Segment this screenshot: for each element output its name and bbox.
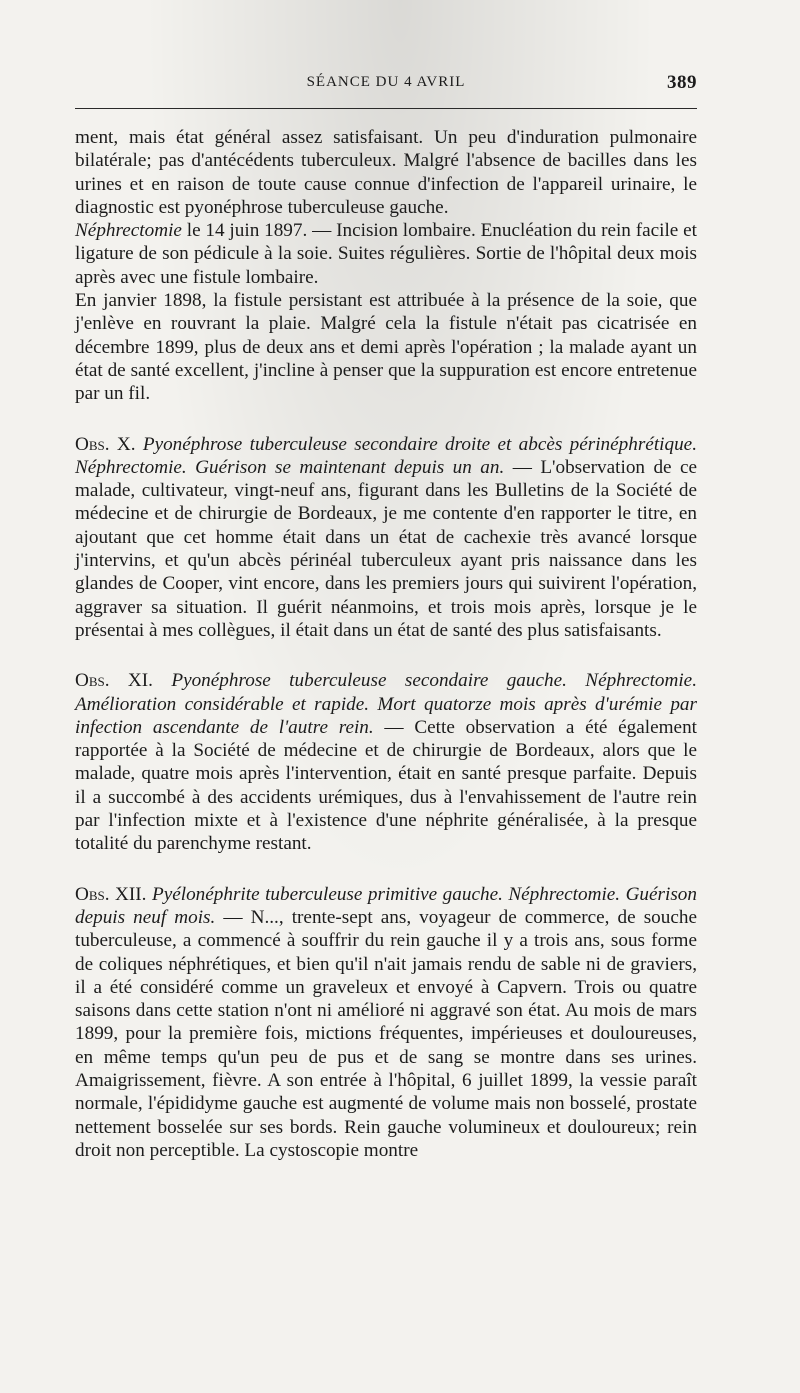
observation-title: Pyonéphrose tuberculeuse secondaire gauche. Néphrectomie. Amélioration considérable et rapide. Mort quatorze mois après d'urémie par infection ascendante de l'autre rein. [75,670,697,738]
body-text [75,126,697,1162]
observation-text: — N..., trente-sept ans, voyageur de commerce, de souche tuberculeuse, a commencé à souffrir du rein gauche il y a trois ans, sous forme de coliques néphrétiques, et bien qu'il n'ait jamais rendu de sable ni de graviers, il a été considéré comme un graveleux et envoyé à Capvern. Trois ou quatre saisons dans cette station n'ont ni amélioré ni aggravé son état. Au mois de mars 1899, pour la première fois, mictions fréquentes, impérieuses et douloureuses, en même temps qu'un peu de pus et de sang se montre dans ses urines. Amaigrissement, fièvre. A son entrée à l'hôpital, 6 juillet 1899, la vessie paraît normale, l'épididyme gauche est augmenté de volume mais non bosselé, prostate nettement bosselée sur ses bords. Rein gauche volumineux et douloureux; rein droit non perceptible. La cystoscopie montre [75,906,697,1161]
observation-label: Obs. XI. [75,670,153,692]
paragraph [75,219,697,289]
observation-title: Pyonéphrose tuberculeuse secondaire droite et abcès périnéphrétique. Néphrectomie. Guérison se maintenant depuis un an. [75,433,697,478]
section-gap [75,642,697,669]
paragraph [75,289,697,405]
observation-paragraph [75,883,697,1163]
paragraph-lead-italic: Néphrectomie [75,220,182,242]
header-rule [75,108,697,109]
paragraph-text: ment, mais état général assez satisfaisant. Un peu d'induration pulmonaire bilatérale; pas d'antécédents tuberculeux. Malgré l'absence de bacilles dans les urines et en raison de toute cause connue d'infection de l'appareil urinaire, le diagnostic est pyonéphrose tuberculeuse gauche. [75,127,697,218]
section-gap [75,856,697,883]
observation-title: Pyélonéphrite tuberculeuse primitive gauche. Néphrectomie. Guérison depuis neuf mois. [75,883,697,928]
observation-paragraph [75,669,697,855]
observation-text: — Cette observation a été également rapportée à la Société de médecine et de chirurgie de Bordeaux, alors que le malade, quatre mois après l'intervention, était en santé presque parfaite. Depuis il a succombé à des accidents urémiques, dus à l'envahissement de l'autre rein par l'infection mixte et à l'existence d'une néphrite généralisée, à la presque totalité du parenchyme restant. [75,716,698,855]
observation-paragraph [75,433,697,643]
section-gap [75,406,697,433]
observation-label: Obs. X. [75,433,136,455]
observation-text: — L'observation de ce malade, cultivateur, vingt-neuf ans, figurant dans les Bulletins de la Société de médecine et de chirurgie de Bordeaux, je me contente d'en rapporter le titre, en ajoutant que cet homme était dans un état de cachexie très avancé lorsque j'intervins, et qu'un abcès périnéal tuberculeux ayant pris naissance dans les glandes de Cooper, vint encore, dans les premiers jours qui suivirent l'opération, aggraver sa situation. Il guérit néanmoins, et trois mois après, lorsque je le présentai à mes collègues, il était dans un état de santé des plus satisfaisants. [75,456,698,641]
paragraph-text: En janvier 1898, la fistule persistant est attribuée à la présence de la soie, que j'enlève en rouvrant la plaie. Malgré cela la fistule n'était pas cicatrisée en décembre 1899, plus de deux ans et demi après l'opération ; la malade ayant un état de santé excellent, j'incline à penser que la suppuration est encore entretenue par un fil. [75,290,697,405]
running-title: SÉANCE DU 4 AVRIL [306,74,466,90]
paragraph [75,126,697,219]
observation-label: Obs. XII. [75,883,147,905]
page-header [75,70,697,96]
paragraph-text: le 14 juin 1897. — Incision lombaire. Enucléation du rein facile et ligature de son pédicule à la soie. Suites régulières. Sortie de l'hôpital deux mois après avec une fistule lombaire. [75,220,697,288]
page-number: 389 [667,72,697,93]
